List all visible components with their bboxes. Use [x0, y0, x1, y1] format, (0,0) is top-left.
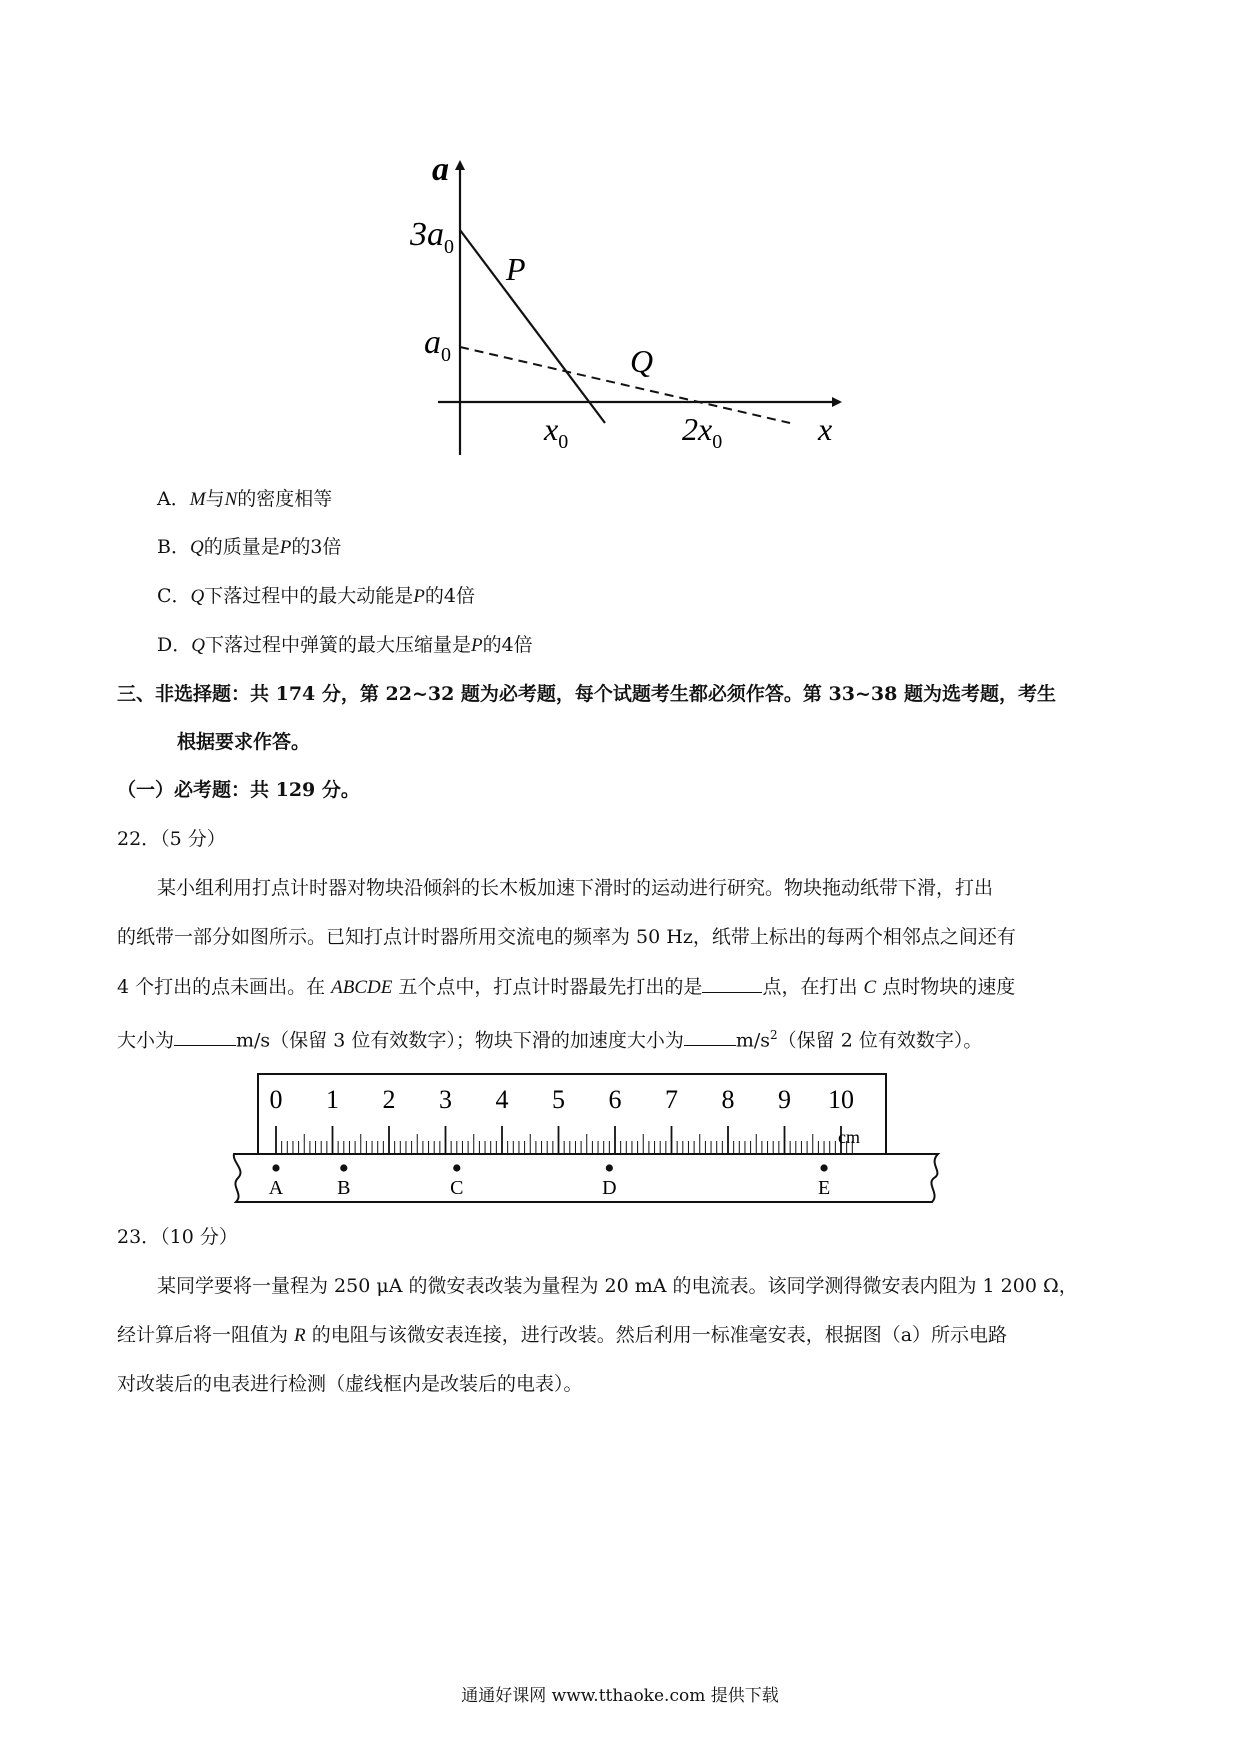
tape-point-label: D: [602, 1177, 617, 1199]
q22-line3: 4 个打出的点未画出。在 ABCDE 五个点中，打点计时器最先打出的是 点，在打出 C 点时物块的速度: [117, 972, 1015, 1002]
ruler-number: 9: [778, 1085, 791, 1114]
x-axis-label: x: [818, 411, 833, 447]
option-c: C．Q下落过程中的最大动能是P的4倍: [157, 585, 475, 607]
option-d: D．Q下落过程中弹簧的最大压缩量是P的4倍: [157, 634, 533, 656]
tick-x0: $x_0$: [544, 411, 569, 453]
y-axis-label: a: [432, 151, 449, 188]
ruler-number: 0: [269, 1085, 283, 1114]
tape-point-label: B: [337, 1177, 351, 1199]
q23-line3: 对改装后的电表进行检测（虚线框内是改装后的电表）。: [117, 1373, 583, 1395]
q23-line1: 某同学要将一量程为 250 μA 的微安表改装为量程为 20 mA 的电流表。该同学测得微安表内阻为 1 200 Ω，: [157, 1275, 1078, 1297]
ruler-tape-figure: [228, 1072, 1028, 1212]
ruler-number: 10: [828, 1085, 854, 1114]
tape-point-dot: [340, 1164, 347, 1171]
section3-heading-line1: 三、非选择题：共 174 分，第 22~32 题为必考题，每个试题考生都必须作答。第 33~38 题为选考题，考生: [117, 683, 1056, 705]
q22-number: 22．（5 分）: [117, 828, 226, 850]
q22-line4: 大小为 m/s（保留 3 位有效数字）；物块下滑的加速度大小为 $m/s^2$（保留 2 位有效数字）。: [117, 1021, 982, 1054]
subsection-heading: （一）必考题：共 129 分。: [117, 779, 360, 801]
answer-blank-first-point: [702, 972, 762, 993]
ruler-number: 6: [608, 1085, 622, 1114]
ruler-body: [258, 1074, 886, 1154]
tick-a0: $a_0$: [424, 324, 451, 366]
tape-point-label: E: [817, 1177, 831, 1199]
label-p: P: [506, 251, 526, 287]
q22-line1: 某小组利用打点计时器对物块沿倾斜的长木板加速下滑时的运动进行研究。物块拖动纸带下滑，打出: [157, 877, 994, 899]
ruler-unit: cm: [838, 1127, 860, 1147]
ruler-number: 7: [665, 1085, 678, 1114]
tape-point-label: A: [268, 1177, 284, 1199]
ruler-number: 4: [495, 1085, 509, 1114]
option-b: B．Q的质量是P的3倍: [157, 536, 342, 558]
tape-point-dot: [453, 1164, 460, 1171]
answer-blank-acceleration: [684, 1025, 736, 1046]
tape-point-dot: [606, 1164, 613, 1171]
q23-number: 23．（10 分）: [117, 1226, 238, 1248]
q23-line2: 经计算后将一阻值为 R 的电阻与该微安表连接，进行改装。然后利用一标准毫安表，根据图（a）所示电路: [117, 1324, 1008, 1346]
acceleration-displacement-graph: [410, 150, 850, 470]
option-a: A．M与N的密度相等: [157, 488, 333, 510]
ruler-number: 1: [326, 1085, 339, 1114]
tape-point-dot: [820, 1164, 827, 1171]
tick-3a0: $3a_0$: [410, 216, 454, 258]
ruler-number: 5: [552, 1085, 565, 1114]
section3-heading-line2: 根据要求作答。: [177, 731, 311, 753]
q22-line2: 的纸带一部分如图所示。已知打点计时器所用交流电的频率为 50 Hz，纸带上标出的每两个相邻点之间还有: [117, 926, 1016, 948]
answer-blank-speed: [174, 1025, 236, 1046]
line-q: [460, 347, 790, 423]
label-q: Q: [630, 343, 654, 379]
footer-source: 通通好课网 www.tthaoke.com 提供下载: [461, 1686, 779, 1706]
ruler-number: 3: [439, 1085, 452, 1114]
tick-2x0: $2x_0$: [682, 411, 723, 453]
tape-point-dot: [272, 1164, 279, 1171]
line-p: [460, 230, 605, 423]
ruler-number: 2: [382, 1085, 396, 1114]
ruler-number: 8: [721, 1085, 735, 1114]
tape-point-label: C: [450, 1177, 464, 1199]
